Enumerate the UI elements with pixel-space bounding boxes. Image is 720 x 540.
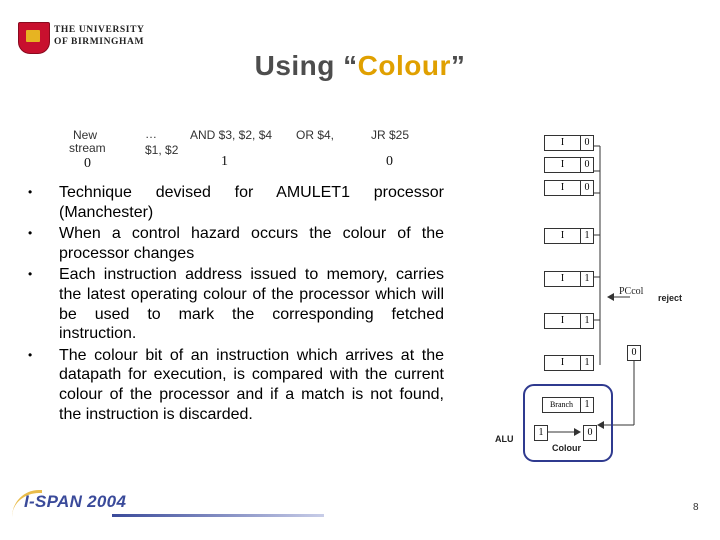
bullet-item <box>28 265 444 343</box>
fifo-cell <box>544 135 594 151</box>
pipeline-stage-colour: 0 <box>386 154 393 169</box>
colour-pipeline-diagram <box>480 125 715 465</box>
compare-right-value: 0 <box>587 427 593 438</box>
bullet-item <box>28 346 444 424</box>
pipeline-stage-colour: 0 <box>84 156 91 171</box>
fifo-cell-instr: I <box>560 315 565 326</box>
pipeline-stage-label: JR $25 <box>371 128 410 142</box>
bullet-dot: • <box>28 267 33 282</box>
title-open-quote: “ <box>343 50 358 81</box>
title-highlight: Colour <box>357 50 451 81</box>
fifo-cell <box>544 313 594 329</box>
pccol-register <box>627 345 641 361</box>
title-close-quote: ” <box>450 50 466 81</box>
branch-cell-label: Branch <box>549 400 574 409</box>
fifo-cell-colour: 1 <box>580 272 593 286</box>
fifo-cell-colour: 1 <box>580 356 593 370</box>
compare-input-left <box>534 425 548 441</box>
fifo-cell-instr: I <box>560 159 565 170</box>
bullet-text: When a control hazard occurs the colour of the processor changes <box>59 225 444 262</box>
bullet-text: The colour bit of an instruction which arrives at the datapath for execution, is compared with the current colour of the processor and if a match is not found, the instruction is discarded. <box>59 346 444 423</box>
fifo-cell-colour: 0 <box>580 136 593 150</box>
bullet-dot: • <box>28 185 33 199</box>
bullet-dot: • <box>28 347 33 362</box>
bullet-list <box>28 183 444 424</box>
bullet-text: Technique devised for AMULET1 processor (Manchester) <box>59 184 444 221</box>
bullet-item <box>28 224 444 263</box>
compare-left-value: 1 <box>538 427 544 438</box>
alu-label: ALU <box>495 434 514 444</box>
pipeline-stage-colour: 1 <box>221 154 228 169</box>
pipeline-stage-label: OR $4, <box>296 128 335 142</box>
pipeline-stage-label: … $1, $2 <box>145 127 179 157</box>
fifo-cell-colour: 0 <box>580 158 593 172</box>
fifo-cell-instr: I <box>560 357 565 368</box>
fifo-cell-colour: 0 <box>580 181 593 195</box>
title-prefix: Using <box>254 50 344 81</box>
reject-label: reject <box>658 293 683 303</box>
fifo-cell <box>544 355 594 371</box>
bullet-item <box>28 183 444 222</box>
conference-logo-text: I-SPAN 2004 <box>24 492 127 511</box>
fifo-cell <box>544 157 594 173</box>
colour-label: Colour <box>552 443 581 453</box>
compare-input-right <box>583 425 597 441</box>
university-name-line2: OF BIRMINGHAM <box>54 37 145 47</box>
pipeline-stage-label: New stream <box>69 128 106 155</box>
branch-cell <box>542 397 594 413</box>
bullet-text: Each instruction address issued to memory, carries the latest operating colour of the processor which will be used to mark the corresponding fetched instruction. <box>59 266 444 343</box>
pipeline-stage-label: AND $3, $2, $4 <box>190 128 273 142</box>
fifo-cell <box>544 228 594 244</box>
bullet-dot: • <box>28 226 33 241</box>
pccol-value: 0 <box>631 347 637 358</box>
fifo-cell-instr: I <box>560 273 565 284</box>
footer-divider <box>112 514 324 517</box>
fifo-cell-instr: I <box>560 230 565 241</box>
fifo-cell-instr: I <box>560 137 565 148</box>
fifo-cell <box>544 180 594 196</box>
fifo-cell <box>544 271 594 287</box>
conference-logo <box>12 490 332 522</box>
fifo-cell-colour: 1 <box>580 314 593 328</box>
university-logo <box>18 22 178 52</box>
university-name-line1: THE UNIVERSITY <box>54 25 145 35</box>
page-number: 8 <box>693 502 699 513</box>
fifo-cell-instr: I <box>560 182 565 193</box>
branch-cell-colour: 1 <box>580 398 593 412</box>
slide-title <box>0 50 720 82</box>
pccol-label: PCcol <box>619 286 644 297</box>
fifo-cell-colour: 1 <box>580 229 593 243</box>
